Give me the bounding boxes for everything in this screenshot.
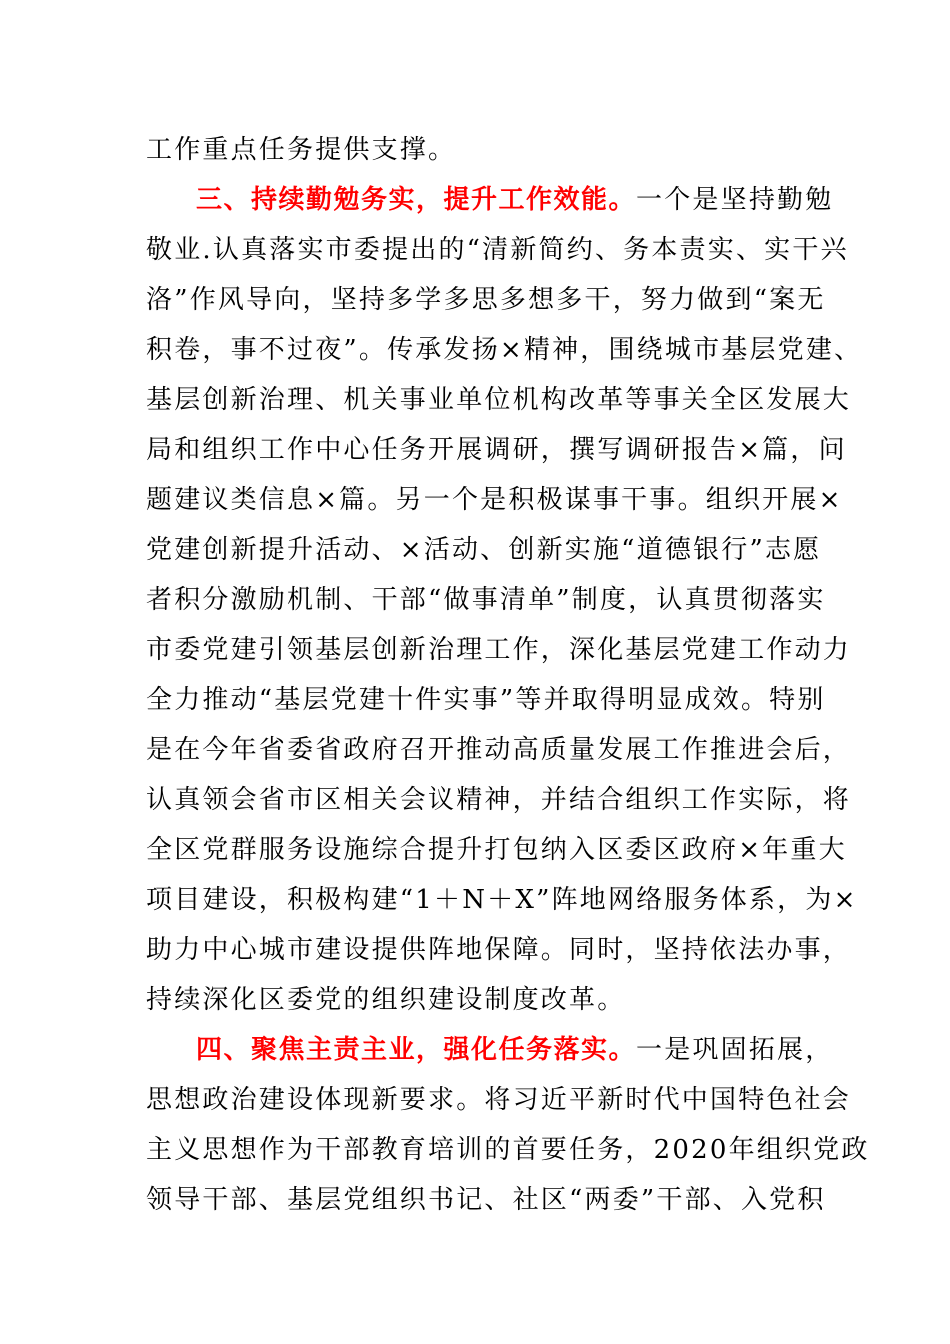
paragraph-line: 是在今年省委省政府召开推动高质量发展工作推进会后， xyxy=(146,735,852,765)
paragraph-line: 持续深化区委党的组织建设制度改革。 xyxy=(146,985,626,1015)
paragraph-line: 助力中心城市建设提供阵地保障。同时，坚持依法办事， xyxy=(146,935,852,965)
section-4-first-line xyxy=(196,1033,834,1067)
paragraph-line: 洛”作风导向，坚持多学多思多想多干，努力做到“案无 xyxy=(146,285,826,315)
paragraph-line: 工作重点任务提供支撑。 xyxy=(146,135,457,165)
section-3-lead-text: 一个是坚持勤勉 xyxy=(636,185,834,215)
paragraph-line: 全力推动“基层党建十件实事”等并取得明显成效。特别 xyxy=(146,685,826,715)
paragraph-line: 基层创新治理、机关事业单位机构改革等事关全区发展大 xyxy=(146,385,852,415)
paragraph-line: 项目建设，积极构建“1＋N＋X”阵地网络服务体系，为× xyxy=(146,885,858,915)
paragraph-line: 主义思想作为干部教育培训的首要任务，2020年组织党政 xyxy=(146,1135,870,1165)
paragraph-line: 思想政治建设体现新要求。将习近平新时代中国特色社会 xyxy=(146,1085,852,1115)
paragraph-line: 认真领会省市区相关会议精神，并结合组织工作实际，将 xyxy=(146,785,852,815)
paragraph-line: 题建议类信息×篇。另一个是积极谋事干事。组织开展× xyxy=(146,485,843,515)
section-4-lead-text: 一是巩固拓展， xyxy=(636,1035,834,1065)
paragraph-line: 者积分激励机制、干部“做事清单”制度，认真贯彻落实 xyxy=(146,585,826,615)
section-3-first-line xyxy=(196,183,834,217)
paragraph-line: 市委党建引领基层创新治理工作，深化基层党建工作动力 xyxy=(146,635,852,665)
paragraph-line: 敬业.认真落实市委提出的“清新简约、务本责实、实干兴 xyxy=(146,235,849,265)
paragraph-line: 全区党群服务设施综合提升打包纳入区委区政府×年重大 xyxy=(146,835,847,865)
section-4-heading: 四、聚焦主责主业，强化任务落实。 xyxy=(196,1035,637,1065)
section-3-heading: 三、持续勤勉务实，提升工作效能。 xyxy=(196,185,637,215)
paragraph-line: 积卷，事不过夜”。传承发扬×精神，围绕城市基层党建、 xyxy=(146,335,863,365)
paragraph-line: 局和组织工作中心任务开展调研，撰写调研报告×篇，问 xyxy=(146,435,847,465)
paragraph-line: 领导干部、基层党组织书记、社区“两委”干部、入党积 xyxy=(146,1185,826,1215)
paragraph-line: 党建创新提升活动、×活动、创新实施“道德银行”志愿 xyxy=(146,535,822,565)
